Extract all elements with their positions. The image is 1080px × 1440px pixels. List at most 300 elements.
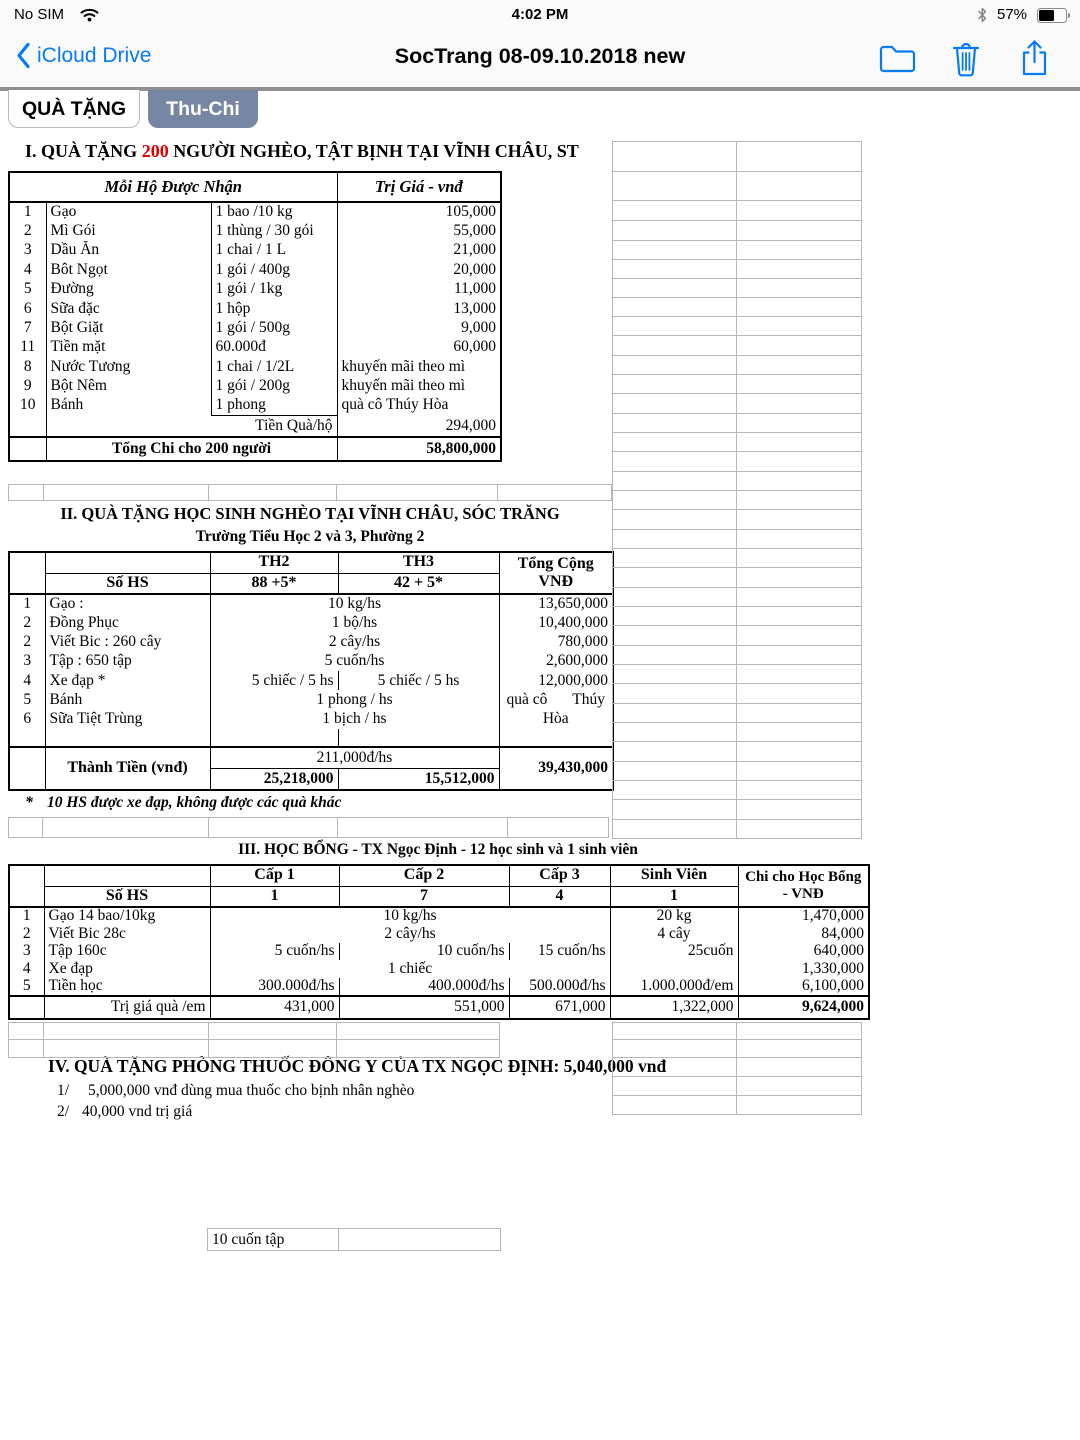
sec3-corner — [9, 865, 44, 907]
table-row — [9, 671, 613, 690]
table-row — [9, 357, 501, 376]
empty-cell — [612, 781, 737, 800]
sec2-total: 12,000,000 — [538, 671, 608, 689]
sec2-footer-label: Thành Tiền (vnđ) — [45, 747, 210, 790]
sec3-sv: 25cuốn — [610, 943, 738, 961]
sec1-header-left: Mỗi Hộ Được Nhận — [9, 172, 337, 202]
footnote-text: 10 HS được xe đạp, không được các quà khác — [47, 794, 342, 811]
sec1-qty: 1 phong — [211, 396, 337, 415]
sec1-no: 7 — [9, 318, 46, 337]
empty-cell — [737, 1096, 862, 1115]
sec2-no: 5 — [9, 690, 45, 709]
empty-cell — [612, 1077, 737, 1096]
empty-cell — [612, 1096, 737, 1115]
sec2-blank — [45, 552, 210, 573]
empty-cell — [612, 1022, 737, 1040]
empty-cell — [612, 394, 737, 414]
table-row — [9, 865, 869, 886]
empty-cell — [612, 472, 737, 491]
empty-cell — [612, 626, 737, 646]
sec2-footer-total: 39,430,000 — [499, 747, 613, 790]
empty-cell — [737, 530, 862, 549]
table-row — [9, 437, 501, 461]
empty-cell — [737, 646, 862, 665]
empty-cell — [737, 241, 862, 260]
share-icon[interactable] — [1019, 39, 1050, 77]
empty-cell — [737, 260, 862, 279]
table-row — [9, 415, 501, 437]
empty-cell — [508, 817, 609, 838]
empty-cell — [612, 491, 737, 510]
empty-cell — [737, 201, 862, 221]
empty-cell — [737, 375, 862, 394]
empty-cell — [612, 742, 737, 762]
sec2-item: Viết Bic : 260 cây — [45, 633, 210, 652]
back-label: iCloud Drive — [37, 43, 152, 67]
sec3-header-c1: Cấp 1 — [210, 865, 339, 886]
empty-cell — [612, 172, 737, 201]
sec1-value: 55,000 — [453, 221, 497, 239]
empty-cell — [737, 221, 862, 241]
trash-icon[interactable] — [950, 40, 982, 77]
sec3-footer-c3: 671,000 — [509, 996, 610, 1019]
sec1-value: khuyến mãi theo mì — [341, 377, 466, 395]
table-row — [9, 260, 501, 279]
sec2-total: Hòa — [542, 710, 569, 728]
table-row — [9, 594, 613, 613]
sec1-item: Bôt Ngọt — [46, 260, 211, 279]
empty-cell — [612, 646, 737, 665]
sec1-no: 3 — [9, 241, 46, 260]
empty-cell — [737, 800, 862, 820]
sec1-qty: 60.000đ — [211, 338, 337, 357]
empty-cell — [737, 491, 862, 510]
sec2-total: 2,600,000 — [546, 652, 608, 670]
empty-cell — [737, 510, 862, 530]
empty-cell — [612, 279, 737, 298]
sec2-item: Xe đạp * — [45, 671, 210, 690]
sec1-value: khuyến mãi theo mì — [341, 357, 466, 375]
empty-cell — [612, 414, 737, 433]
empty-cell — [737, 172, 862, 201]
sec1-header-right: Trị Giá - vnđ — [337, 172, 501, 202]
sec3-footer-c2: 551,000 — [339, 996, 509, 1019]
sec1-value: 60,000 — [453, 338, 497, 356]
section2-title: II. QUÀ TẶNG HỌC SINH NGHÈO TẠI VĨNH CHÂU, SÓC TRĂNG — [60, 504, 560, 523]
empty-cell — [737, 723, 862, 742]
sec1-item: Bánh — [46, 396, 211, 415]
sec1-table — [8, 171, 502, 462]
sec3-header-chi: Chi cho Học Bổng - VNĐ — [738, 865, 869, 907]
empty-cell — [612, 549, 737, 568]
sec1-item: Nước Tương — [46, 357, 211, 376]
sec3-chi: 640,000 — [813, 942, 864, 960]
table-row — [9, 729, 613, 747]
empty-cell — [337, 484, 498, 501]
sec3-header-n2: 7 — [339, 886, 509, 907]
sec1-item: Đường — [46, 280, 211, 299]
sec3-header-n1: 1 — [210, 886, 339, 907]
cell-divider — [338, 1229, 339, 1250]
empty-cell — [612, 221, 737, 241]
sec3-header-sv: Sinh Viên — [610, 865, 738, 886]
empty-cell — [209, 1040, 337, 1058]
sec2-qty: 2 cây/hs — [210, 633, 499, 652]
sec3-c2: 10 cuốn/hs — [339, 943, 509, 961]
sec3-chi: 1,330,000 — [802, 960, 864, 978]
sec2-item: Gạo : — [45, 594, 210, 613]
table-row — [9, 690, 613, 709]
sec2-footer-th3: 15,512,000 — [338, 768, 499, 790]
sec1-subtotal-value: 294,000 — [445, 416, 497, 434]
tab-qua-tang[interactable]: QUÀ TẶNG — [8, 90, 140, 128]
sec3-c3: 15 cuốn/hs — [509, 943, 610, 961]
empty-cell — [44, 1022, 209, 1040]
battery-icon — [1037, 8, 1067, 23]
table-row — [9, 996, 869, 1019]
sec3-item: Tập 160c — [44, 943, 210, 961]
empty-cell — [737, 704, 862, 723]
sec2-total: quà cô Thúy — [506, 691, 605, 708]
sec2-total: 780,000 — [557, 633, 608, 651]
table-row — [9, 280, 501, 299]
empty-cell — [612, 607, 737, 626]
sec1-value: 11,000 — [453, 280, 497, 298]
sec1-item: Mì Gói — [46, 221, 211, 240]
sec2-no: 6 — [9, 710, 45, 729]
sec1-qty: 1 bao /10 kg — [211, 202, 337, 221]
sec1-no: 11 — [9, 338, 46, 357]
sec2-qty: 1 bịch / hs — [210, 710, 499, 729]
empty-cell — [612, 723, 737, 742]
sec2-no: 3 — [9, 652, 45, 671]
sec3-table — [8, 864, 870, 1020]
empty-cell — [8, 1040, 44, 1058]
sec3-header-sohs: Số HS — [44, 886, 210, 907]
table-row — [9, 318, 501, 337]
empty-cell — [612, 201, 737, 221]
empty-cell — [737, 1040, 862, 1058]
folder-icon[interactable] — [879, 43, 916, 74]
empty-cell — [209, 1022, 337, 1040]
empty-cell — [737, 356, 862, 375]
sec1-no — [9, 437, 46, 461]
sec1-total-value: 58,800,000 — [337, 437, 501, 461]
sec1-item: Sữa đặc — [46, 299, 211, 318]
empty-cell — [737, 336, 862, 356]
sec3-chi: 1,470,000 — [802, 907, 864, 925]
sec3-sv: 1.000.000đ/em — [610, 978, 738, 996]
empty-cell — [737, 279, 862, 298]
table-row — [9, 907, 869, 925]
empty-cell — [737, 665, 862, 684]
sec3-chi: 6,100,000 — [802, 978, 864, 995]
empty-cell — [737, 1058, 862, 1077]
sec1-value: quà cô Thúy Hòa — [341, 396, 449, 414]
sec3-header-c3: Cấp 3 — [509, 865, 610, 886]
empty-cell — [612, 820, 737, 839]
carrier-label: No SIM — [14, 6, 65, 23]
empty-cell — [612, 141, 737, 172]
sec1-value: 21,000 — [453, 241, 497, 259]
empty-cell — [43, 817, 209, 838]
sec1-subtotal-label: Tiền Quà/hộ — [211, 415, 337, 437]
empty-cell — [44, 484, 209, 501]
sec3-qty-span: 1 chiếc — [210, 960, 610, 978]
empty-cell — [737, 762, 862, 781]
sec2-empty — [338, 729, 499, 747]
sec2-item: Bánh — [45, 690, 210, 709]
table-row — [9, 943, 869, 961]
sec2-item: Đồng Phục — [45, 613, 210, 632]
sec1-qty: 1 gói / 500g — [211, 318, 337, 337]
sec3-no: 3 — [9, 943, 44, 961]
sec3-c1: 300.000đ/hs — [210, 978, 339, 996]
sec3-qty-span: 10 kg/hs — [210, 907, 610, 925]
sec3-no: 2 — [9, 925, 44, 943]
sec3-chi: 84,000 — [821, 924, 864, 942]
empty-cell — [737, 549, 862, 568]
table-row — [9, 978, 869, 996]
sec3-no: 1 — [9, 907, 44, 925]
empty-cell — [612, 356, 737, 375]
sec3-footer-sv: 1,322,000 — [610, 996, 738, 1019]
sec2-corner — [9, 552, 45, 594]
table-row — [9, 241, 501, 260]
section3-title: III. HỌC BỔNG - TX Ngọc Định - 12 học sinh và 1 sinh viên — [238, 841, 638, 858]
sec2-header-th2: TH2 — [210, 552, 338, 573]
sec2-footer-rate: 211,000đ/hs — [210, 747, 499, 768]
section1-title-highlight: 200 — [141, 141, 169, 161]
table-row — [9, 747, 613, 768]
empty-cell — [612, 530, 737, 549]
table-row — [9, 613, 613, 632]
battery-percent: 57% — [997, 6, 1028, 23]
sec1-value: 9,000 — [461, 318, 497, 336]
sec1-item: Gạo — [46, 202, 211, 221]
sec2-qty: 1 phong / hs — [210, 690, 499, 709]
sec2-qty-th2: 5 chiếc / 5 hs — [210, 671, 338, 690]
sec3-c1: 5 cuốn/hs — [210, 943, 339, 961]
section4-title: IV. QUÀ TẶNG PHÒNG THUỐC ĐÔNG Y CỦA TX NGỌC ĐỊNH: 5,040,000 vnđ — [48, 1056, 667, 1076]
sec2-empty — [9, 729, 45, 747]
section4-cell-box — [207, 1228, 501, 1251]
empty-cell — [612, 317, 737, 336]
status-bar — [0, 0, 1080, 30]
empty-cell — [612, 762, 737, 781]
empty-cell — [612, 241, 737, 260]
sec2-total: 13,650,000 — [538, 595, 608, 613]
sec2-item: Sữa Tiệt Trùng — [45, 710, 210, 729]
sec1-no: 5 — [9, 280, 46, 299]
empty-cell — [612, 704, 737, 723]
empty-cell — [8, 817, 43, 838]
table-row — [9, 960, 869, 978]
sec2-header-th3: TH3 — [338, 552, 499, 573]
sec1-qty: 1 chai / 1 L — [211, 241, 337, 260]
empty-cell — [612, 1058, 737, 1077]
sec1-qty: 1 hộp — [211, 299, 337, 318]
sec2-item: Tập : 650 tập — [45, 652, 210, 671]
empty-cell — [612, 298, 737, 317]
empty-cell — [737, 1077, 862, 1096]
empty-cell — [737, 298, 862, 317]
sec3-item: Viết Bic 28c — [44, 925, 210, 943]
empty-cell — [612, 588, 737, 607]
table-row — [9, 377, 501, 396]
table-row — [9, 925, 869, 943]
sec1-no — [9, 415, 46, 437]
sec3-sv: 4 cây — [610, 925, 738, 943]
sec2-empty — [45, 729, 210, 747]
empty-cell — [612, 800, 737, 820]
sec1-item: Tiền mặt — [46, 338, 211, 357]
sec2-no: 1 — [9, 594, 45, 613]
sec1-no: 8 — [9, 357, 46, 376]
sec2-table — [8, 551, 614, 791]
sec2-empty — [210, 729, 338, 747]
empty-cell — [612, 684, 737, 704]
empty-cell — [737, 568, 862, 588]
sec2-qty-th3: 5 chiếc / 5 hs — [338, 671, 499, 690]
sec3-no: 4 — [9, 960, 44, 978]
sec2-empty — [499, 729, 613, 747]
sec2-no: 4 — [9, 671, 45, 690]
sec3-item: Tiền học — [44, 978, 210, 996]
empty-cell — [612, 1040, 737, 1058]
empty-cell — [737, 742, 862, 762]
sec2-no: 2 — [9, 613, 45, 632]
table-row — [9, 710, 613, 729]
empty-cell — [737, 452, 862, 472]
sec1-value: 105,000 — [445, 203, 497, 221]
spreadsheet-preview: I. QUÀ TẶNG 200 NGƯỜI NGHÈO, TẬT BỊNH TẠI VĨNH CHÂU, ST II. QUÀ TẶNG HỌC SINH NGHÈO TẠI VĨNH CHÂU, SÓC TRĂNG Trường Tiểu Học 2 và 3, Phường 2 III. HỌC BỔNG - TX Ngọc Định - 12 học sinh và 1 sinh viên * 10 HS được xe đạp, không được các quà khác IV. QUÀ TẶNG PHÒNG THUỐC ĐÔNG Y CỦA TX NGỌC ĐỊNH: 5,040,000 vnđ 1/ 5,000,000 vnđ dùng mua thuốc cho bịnh nhân nghèo 2/ 40,000 vnd trị giá 10 cuốn tập Mỗi Hộ Được Nhận Trị Giá - vnđ 1 Gạo 1 bao /10 kg 105,000 2 Mì Gói 1 thùng / 30 gói 55,000 3 Dầu Ăn 1 chai / 1 L 21,000 4 Bôt Ngọt 1 gói / 400g 20,000 5 Đường 1 gói / 1kg 11,000 6 Sữa đặc 1 hộp 13,000 7 Bột Giặt 1 gói / 500g 9,000 11 Tiền mặt 60.000đ 60,000 8 Nước Tương 1 chai / 1/2L khuyến mãi theo mì 9 Bột Nêm 1 gói / 200g khuyến mãi theo mì 10 Bánh 1 phong quà cô Thúy Hòa Tiền Quà/hộ 294,000 Tổng Chi cho 200 người 58,800,000 TH2 TH3 Tổng Cộng VNĐ Số HS 88 +5* 42 + 5* 1 Gạo : 10 kg/hs 13,650,000 2 Đồng Phục 1 bộ/hs 10,400,000 2 Viết Bic : 260 cây 2 cây/hs 780,000 3 Tập : 650 tập 5 cuốn/hs 2,600,000 4 Xe đạp * 5 chiếc / 5 hs 5 chiếc / 5 hs 12,000,000 5 Bánh 1 phong / hs quà cô Thúy 6 Sữa Tiệt Trùng 1 bịch / hs Hòa Thành Tiền (vnđ) 211,000đ/hs 39,430,000 25,218,000 15,512,000 Cấp 1 Cấp 2 Cấp 3 Sinh Viên Chi cho Học Bổng - VNĐ Số HS 1 7 4 1 1 Gạo 14 bao/10kg 10 kg/hs 20 kg 1,470,000 2 Viết Bic 28c 2 cây/hs 4 cây 84,000 3 Tập 160c 5 cuốn/hs 10 cuốn/hs 15 cuốn/hs 25cuốn 640,000 4 Xe đạp 1 chiếc 1,330,000 5 Tiền học 300.000đ/hs 400.000đ/hs 500.000đ/hs 1.000.000đ/em 6,100,000 Trị giá quà /em 431,000 551,000 671,000 1,322,000 9,624,000 — [0, 130, 1080, 1440]
tab-thu-chi[interactable]: Thu-Chi — [148, 90, 258, 128]
bluetooth-icon — [977, 7, 988, 23]
empty-cell — [44, 1040, 209, 1058]
table-row — [9, 552, 613, 573]
sec1-value: 20,000 — [453, 260, 497, 278]
sec1-item — [46, 415, 211, 437]
empty-cell — [612, 568, 737, 588]
sec3-footer-c1: 431,000 — [210, 996, 339, 1019]
sec1-item: Dầu Ăn — [46, 241, 211, 260]
sec3-footer-corner — [9, 996, 44, 1019]
sec3-c3: 500.000đ/hs — [509, 978, 610, 996]
sec3-header-n3: 4 — [509, 886, 610, 907]
empty-cell — [737, 317, 862, 336]
sec2-total: 10,400,000 — [538, 613, 608, 631]
clock: 4:02 PM — [511, 6, 569, 23]
sec3-item: Xe đạp — [44, 960, 210, 978]
sec1-no: 1 — [9, 202, 46, 221]
sec2-footer-th2: 25,218,000 — [210, 768, 338, 790]
empty-cell — [737, 820, 862, 839]
table-row — [9, 221, 501, 240]
empty-cell — [737, 141, 862, 172]
table-row — [9, 299, 501, 318]
empty-cell — [612, 665, 737, 684]
sec2-header-total: Tổng Cộng VNĐ — [499, 552, 613, 594]
section2-subtitle: Trường Tiểu Học 2 và 3, Phường 2 — [195, 528, 425, 545]
document-title: SocTrang 08-09.10.2018 new — [394, 44, 686, 68]
table-row — [9, 396, 501, 415]
sec3-qty-span: 2 cây/hs — [210, 925, 610, 943]
empty-cell — [612, 375, 737, 394]
empty-cell — [737, 472, 862, 491]
sec2-header-sohs: Số HS — [45, 573, 210, 594]
sec1-total-label: Tổng Chi cho 200 người — [46, 437, 337, 461]
empty-cell — [337, 1040, 500, 1058]
sec2-header-th2count: 88 +5* — [210, 573, 338, 594]
empty-cell — [737, 607, 862, 626]
sec3-footer-label: Trị giá quà /em — [44, 996, 210, 1019]
sec3-c2: 400.000đ/hs — [339, 978, 509, 996]
empty-cell — [498, 484, 612, 501]
empty-cell — [8, 484, 44, 501]
empty-cell — [338, 817, 508, 838]
sec3-header-c2: Cấp 2 — [339, 865, 509, 886]
sec1-item: Bột Giặt — [46, 318, 211, 337]
table-row — [9, 338, 501, 357]
empty-cell — [737, 1022, 862, 1040]
empty-cell — [612, 433, 737, 452]
empty-cell — [737, 781, 862, 800]
empty-cell — [612, 260, 737, 279]
sec3-sv: 20 kg — [610, 907, 738, 925]
sec3-footer-chi: 9,624,000 — [738, 996, 869, 1019]
sec1-no: 2 — [9, 221, 46, 240]
sec3-header-n4: 1 — [610, 886, 738, 907]
empty-cell — [737, 433, 862, 452]
empty-cell — [737, 588, 862, 607]
sec2-header-th3count: 42 + 5* — [338, 573, 499, 594]
sec1-qty: 1 thùng / 30 gói — [211, 221, 337, 240]
sec1-no: 9 — [9, 377, 46, 396]
table-row — [9, 652, 613, 671]
empty-cell — [737, 626, 862, 646]
nav-bar — [0, 30, 1080, 87]
sec1-qty: 1 gói / 400g — [211, 260, 337, 279]
sec1-value: 13,000 — [453, 299, 497, 317]
empty-cell — [337, 1022, 500, 1040]
sec1-qty: 1 gói / 200g — [211, 377, 337, 396]
sec1-item: Bột Nêm — [46, 377, 211, 396]
sec1-no: 6 — [9, 299, 46, 318]
sec3-no: 5 — [9, 978, 44, 996]
sec2-no: 2 — [9, 633, 45, 652]
sec3-item: Gạo 14 bao/10kg — [44, 907, 210, 925]
sec1-qty: 1 chai / 1/2L — [211, 357, 337, 376]
empty-cell — [737, 414, 862, 433]
sec2-qty: 5 cuốn/hs — [210, 652, 499, 671]
sec2-qty: 1 bộ/hs — [210, 613, 499, 632]
table-row — [9, 202, 501, 221]
sec1-no: 10 — [9, 396, 46, 415]
sec1-no: 4 — [9, 260, 46, 279]
empty-cell — [612, 336, 737, 356]
section4-boxed-value: 10 cuốn tập — [212, 1231, 285, 1248]
sec2-footer-corner — [9, 747, 45, 790]
sec2-qty: 10 kg/hs — [210, 594, 499, 613]
sec3-blank — [44, 865, 210, 886]
empty-cell — [612, 452, 737, 472]
footnote-mark: * — [25, 794, 33, 811]
section1-title: I. QUÀ TẶNG 200 NGƯỜI NGHÈO, TẬT BỊNH TẠI VĨNH CHÂU, ST — [25, 141, 579, 161]
empty-cell — [737, 394, 862, 414]
empty-cell — [209, 817, 338, 838]
empty-cell — [612, 510, 737, 530]
